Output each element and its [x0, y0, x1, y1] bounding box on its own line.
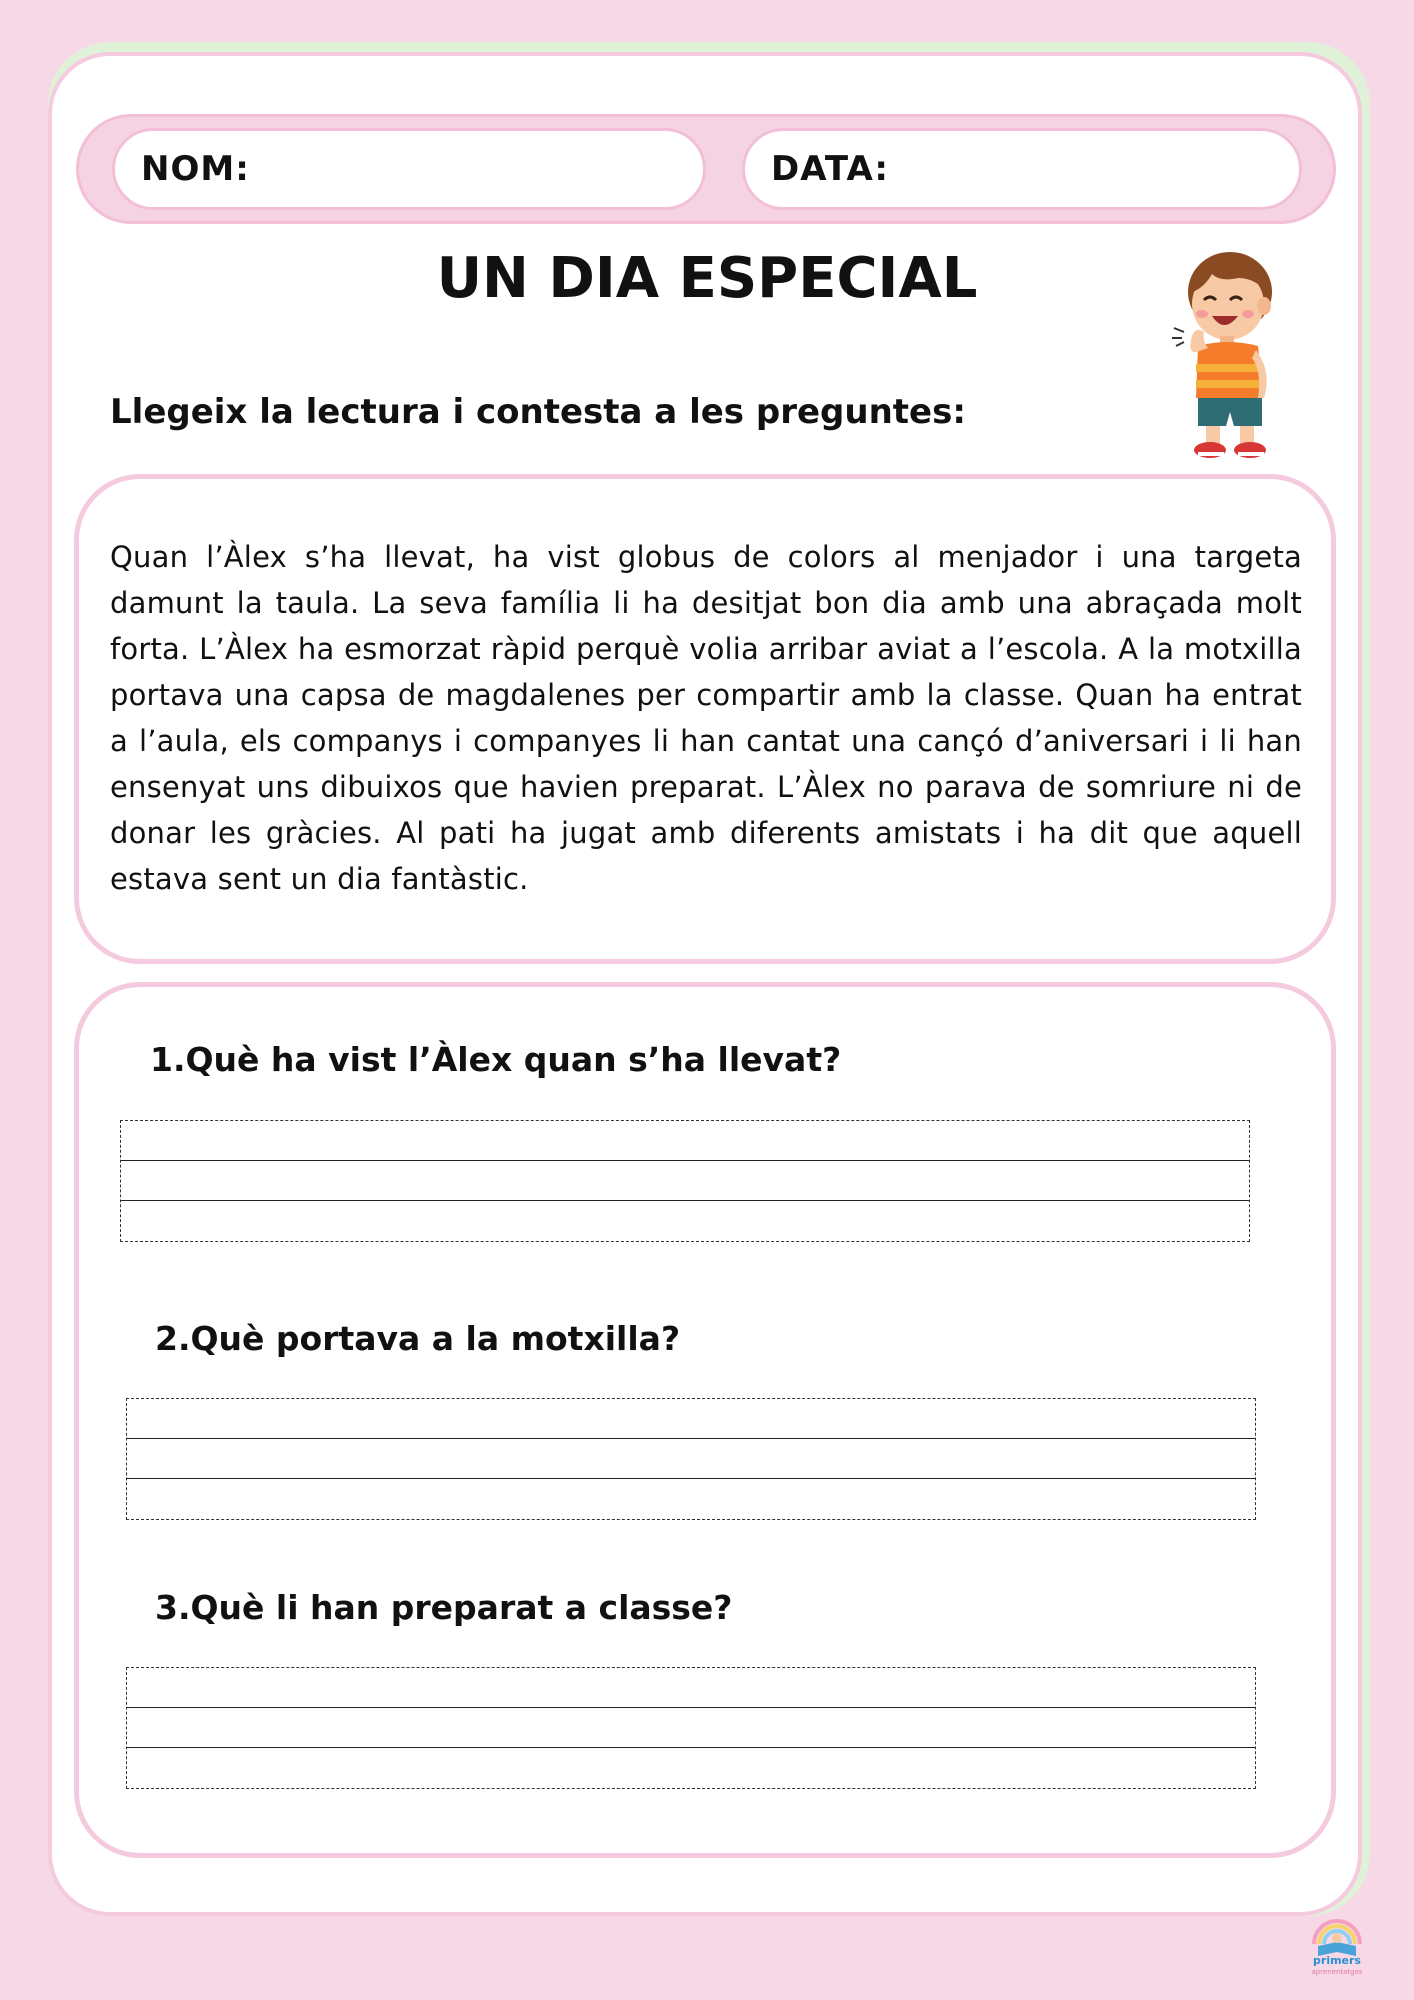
- boy-illustration: [1168, 248, 1286, 460]
- brand-logo: [1306, 1918, 1368, 1978]
- instructions: Llegeix la lectura i contesta a les preguntes:: [110, 392, 966, 432]
- name-field[interactable]: [112, 128, 706, 210]
- question-2: 2.Què portava a la motxilla?: [155, 1319, 681, 1358]
- question-3: 3.Què li han preparat a classe?: [155, 1588, 733, 1627]
- answer-line: [127, 1438, 1255, 1439]
- answer-line: [121, 1160, 1249, 1161]
- date-label: DATA:: [771, 149, 889, 189]
- answer-lines-1[interactable]: [120, 1120, 1250, 1242]
- name-label: NOM:: [141, 149, 250, 189]
- question-1: 1.Què ha vist l’Àlex quan s’ha llevat?: [150, 1040, 842, 1079]
- book-rainbow-icon: [1306, 1918, 1368, 1958]
- page-title: UN DIA ESPECIAL: [436, 246, 978, 311]
- answer-line: [121, 1200, 1249, 1201]
- date-field[interactable]: [742, 128, 1302, 210]
- logo-subtitle: aprenentatges: [1311, 1968, 1363, 1976]
- answer-lines-2[interactable]: [126, 1398, 1256, 1520]
- answer-lines-3[interactable]: [126, 1667, 1256, 1789]
- answer-line: [127, 1478, 1255, 1479]
- answer-line: [127, 1747, 1255, 1748]
- answer-line: [127, 1707, 1255, 1708]
- reading-text: Quan l’Àlex s’ha llevat, ha vist globus de colors al menjador i una targeta damunt la taula. La seva família li ha desitjat bon dia amb una abraçada molt forta. L’Àlex ha esmorzat ràpid perquè volia arribar aviat a l’escola. A la motxilla portava una capsa de magdalenes per compartir amb la classe. Quan ha entrat a l’aula, els companys i companyes li han cantat una cançó d’aniversari i li han ensenyat uns dibuixos que havien preparat. L’Àlex no parava de somriure ni de donar les gràcies. Al pati ha jugat amb diferents amistats i ha dit que aquell estava sent un dia fantàstic.: [110, 540, 1302, 896]
- logo-name: primers: [1313, 1954, 1361, 1967]
